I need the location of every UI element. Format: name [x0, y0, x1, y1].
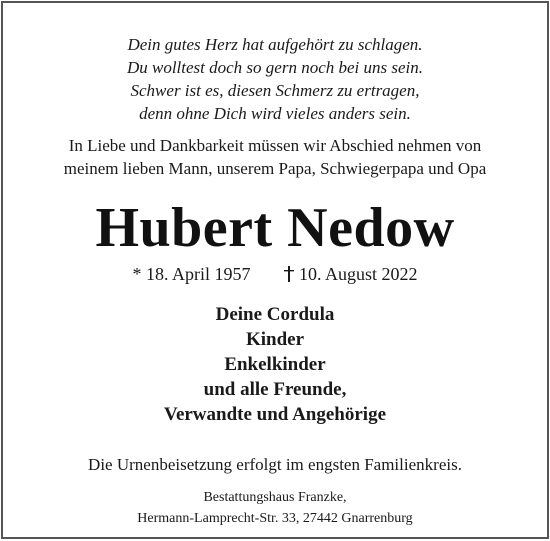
- cross-icon: [283, 266, 295, 282]
- poem-line: Schwer ist es, diesen Schmerz zu ertragen,: [130, 81, 420, 100]
- poem: [3, 33, 547, 125]
- intro-line: In Liebe und Dankbarkeit müssen wir Abschied nehmen von: [68, 136, 482, 155]
- mourner-line: Deine Cordula: [215, 304, 335, 325]
- mourners-list: [3, 302, 547, 427]
- poem-line: Du wolltest doch so gern noch bei uns sein.: [126, 58, 424, 77]
- mourner-line: und alle Freunde,: [203, 379, 347, 400]
- undertaker-info: [3, 487, 547, 529]
- poem-line: denn ohne Dich wird vieles anders sein.: [139, 104, 411, 123]
- mourner-line: Kinder: [245, 329, 305, 350]
- life-dates: [3, 262, 547, 286]
- obituary-notice: [1, 1, 549, 539]
- poem-line: Dein gutes Herz hat aufgehört zu schlagen.: [127, 35, 423, 54]
- mourner-line: Verwandte und Angehörige: [163, 404, 387, 425]
- intro-line: meinem lieben Mann, unserem Papa, Schwiegerpapa und Opa: [63, 159, 487, 178]
- farewell-intro: [3, 134, 547, 180]
- undertaker-name: Bestattungshaus Franzke,: [203, 490, 347, 505]
- death-date-group: [283, 264, 418, 284]
- burial-note: Die Urnenbeisetzung erfolgt im engsten Familienkreis.: [88, 455, 462, 474]
- mourner-line: Enkelkinder: [224, 354, 326, 375]
- deceased-name: Hubert Nedow: [95, 197, 455, 259]
- undertaker-address: Hermann-Lamprecht-Str. 33, 27442 Gnarrenburg: [137, 511, 413, 526]
- birth-date: * 18. April 1957: [132, 264, 251, 284]
- death-date: 10. August 2022: [299, 264, 418, 284]
